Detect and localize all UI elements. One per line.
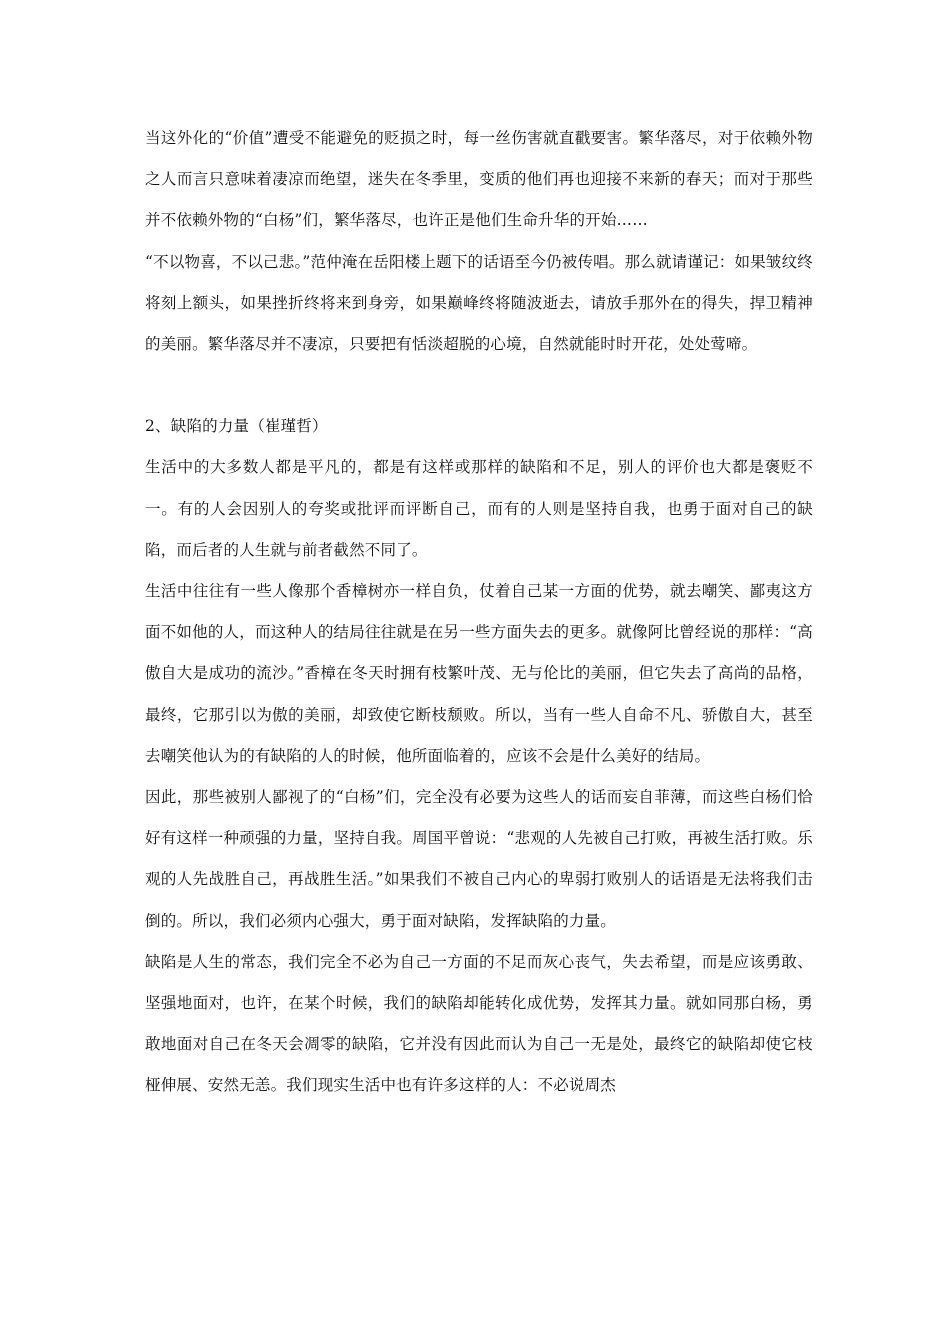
paragraph-gap — [145, 365, 813, 406]
document-body — [145, 118, 813, 1107]
paragraph-ordinary-people: 生活中的大多数人都是平凡的，都是有这样或那样的缺陷和不足，别人的评价也大都是褒贬不一。有的人会因别人的夸奖或批评而评断自己，而有的人则是坚持自我，也勇于面对自己的缺陷，而后者的人生就与前者截然不同了。 — [145, 458, 813, 559]
paragraph-camphor-tree: 生活中往往有一些人像那个香樟树亦一样自负，仗着自己某一方面的优势，就去嘲笑、鄙夷这方面不如他的人，而这种人的结局往往就是在另一些方面失去的更多。就像阿比曾经说的那样：“高傲自大是成功的流沙。”香樟在冬天时拥有枝繁叶茂、无与伦比的美丽，但它失去了高尚的品格，最终，它那引以为傲的美丽，却致使它断枝颓败。所以，当有一些人自命不凡、骄傲自大，甚至去嘲笑他认为的有缺陷的人的时候，他所面临着的，应该不会是什么美好的结局。 — [145, 582, 813, 765]
paragraph-prosperity-fades: 当这外化的“价值”遭受不能避免的贬损之时，每一丝伤害就直戳要害。繁华落尽，对于依赖外物之人而言只意味着凄凉而绝望，迷失在冬季里，变质的他们再也迎接不来新的春天；而对于那些并不依赖外物的“白杨”们，繁华落尽，也许正是他们生命升华的开始…… — [145, 129, 813, 230]
paragraph-fan-zhongyan-quote: “不以物喜，不以己悲。”范仲淹在岳阳楼上题下的话语至今仍被传唱。那么就请谨记：如果皱纹终将刻上额头，如果挫折终将来到身旁，如果巅峰终将随波逝去，请放手那外在的得失，捍卫精神的美丽。繁华落尽并不凄凉，只要把有恬淡超脱的心境，自然就能时时开花，处处莺啼。 — [145, 252, 813, 354]
paragraph-defects-normal: 缺陷是人生的常态，我们完全不必为自己一方面的不足而灰心丧气，失去希望，而是应该勇敢、坚强地面对，也许，在某个时候，我们的缺陷却能转化成优势，发挥其力量。就如同那白杨，勇敢地面对自己在冬天会凋零的缺陷，它并没有因此而认为自己一无是处，最终它的缺陷却使它枝桠伸展、安然无恙。我们现实生活中也有许多这样的人：不必说周杰 — [145, 952, 813, 1095]
paragraph-white-poplars: 因此，那些被别人鄙视了的“白杨”们，完全没有必要为这些人的话而妄自菲薄，而这些白杨们恰好有这样一种顽强的力量，坚持自我。周国平曾说：“悲观的人先被自己打败，再被生活打败。乐观的人先战胜自己，再战胜生活。”如果我们不被自己内心的卑弱打败别人的话语是无法将我们击倒的。所以，我们必须内心强大，勇于面对缺陷，发挥缺陷的力量。 — [145, 788, 813, 930]
section-heading-power-of-defects: 2、缺陷的力量（崔瑾哲） — [145, 417, 328, 436]
